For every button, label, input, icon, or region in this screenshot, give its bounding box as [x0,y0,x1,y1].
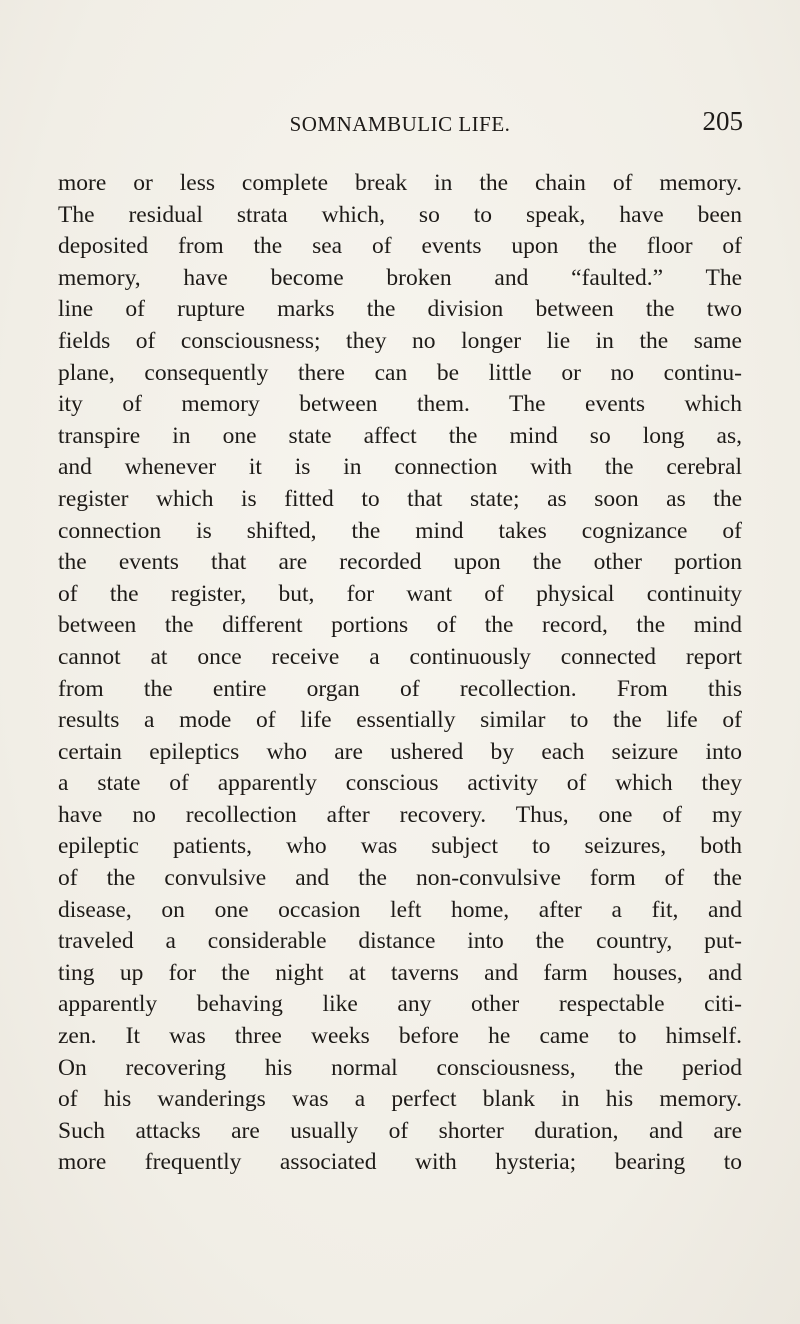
text-line: memory, have become broken and “faulted.” The [58,264,742,291]
text-line: transpire in one state affect the mind so long as, [58,422,742,449]
text-line: the events that are recorded upon the other portion [58,549,742,576]
text-line: results a mode of life essentially similar to the life of [58,707,742,734]
body-paragraph [58,168,742,1179]
text-line: fields of consciousness; they no longer lie in the same [58,327,742,354]
text-line: of his wanderings was a perfect blank in his memory. [58,1086,742,1113]
text-line: certain epileptics who are ushered by each seizure into [58,738,742,765]
text-line: and whenever it is in connection with the cerebral [58,454,742,481]
text-line: disease, on one occasion left home, after a fit, and [58,896,742,923]
text-line: line of rupture marks the division between the two [58,296,742,323]
text-line: connection is shifted, the mind takes cognizance of [58,517,742,544]
page-number: 205 [702,106,743,136]
text-line: register which is fitted to that state; as soon as the [58,485,742,512]
running-head [0,106,800,142]
text-line: zen. It was three weeks before he came to himself. [58,1023,742,1050]
text-line: of the convulsive and the non-convulsive form of the [58,865,742,892]
text-line: Such attacks are usually of shorter duration, and are [58,1117,742,1144]
text-line: ity of memory between them. The events which [58,391,742,418]
text-line: have no recollection after recovery. Thus, one of my [58,801,742,828]
text-line: ting up for the night at taverns and farm houses, and [58,959,742,986]
text-line: from the entire organ of recollection. From this [58,675,742,702]
text-line: traveled a considerable distance into the country, put- [58,928,742,955]
text-line: apparently behaving like any other respectable citi- [58,991,742,1018]
text-line: The residual strata which, so to speak, have been [58,201,742,228]
running-head-title: SOMNAMBULIC LIFE. [289,112,511,136]
text-line: more frequently associated with hysteria; bearing to [58,1149,742,1176]
text-line: deposited from the sea of events upon the floor of [58,233,742,260]
text-line: epileptic patients, who was subject to seizures, both [58,833,742,860]
text-line: plane, consequently there can be little or no continu- [58,359,742,386]
text-line: On recovering his normal consciousness, the period [58,1054,742,1081]
text-line: of the register, but, for want of physical continuity [58,580,742,607]
text-line: a state of apparently conscious activity of which they [58,770,742,797]
text-line: more or less complete break in the chain of memory. [58,170,742,196]
text-line: between the different portions of the record, the mind [58,612,742,639]
text-line: cannot at once receive a continuously connected report [58,643,742,670]
